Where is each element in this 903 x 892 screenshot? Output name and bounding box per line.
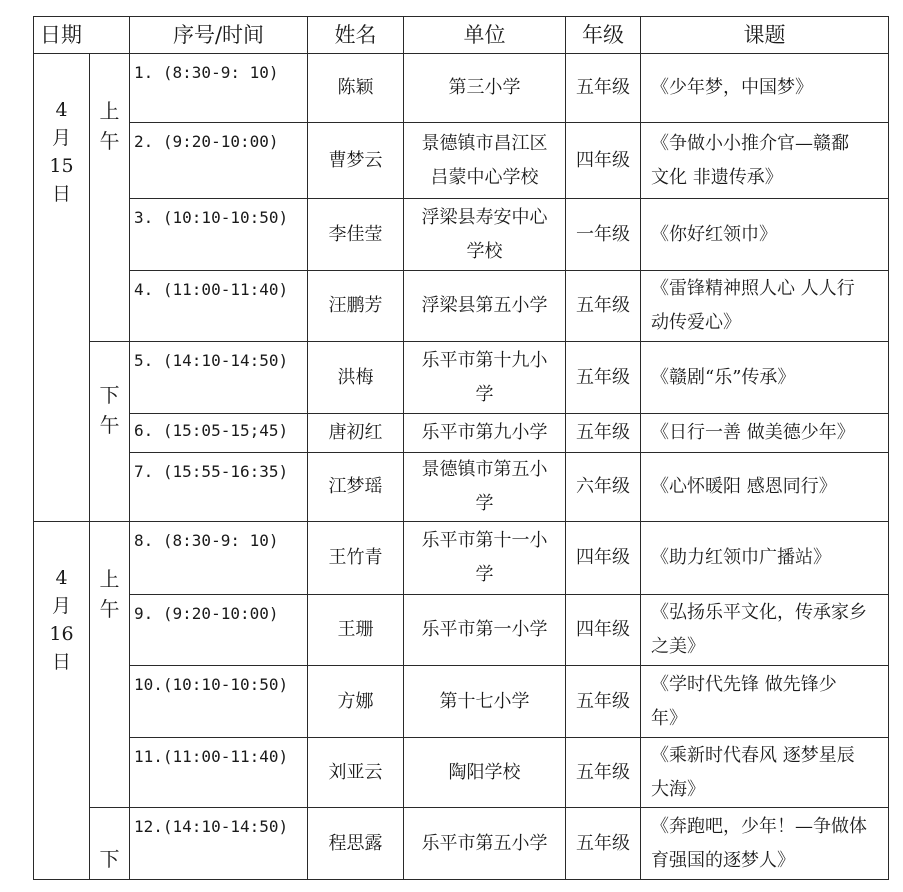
name-cell: 曹梦云 (308, 123, 404, 199)
unit-cell (404, 808, 566, 880)
time-cell: 5. (14:10-14:50) (130, 342, 308, 414)
unit-cell (404, 54, 566, 123)
time-cell: 4. (11:00-11:40) (130, 271, 308, 342)
table-row (34, 808, 889, 880)
table-row (34, 738, 889, 808)
name-cell: 方娜 (308, 666, 404, 738)
unit-line: 浮梁县寿安中心 (421, 206, 548, 228)
grade-cell: 一年级 (566, 199, 641, 271)
topic-cell (641, 453, 889, 522)
grade-cell: 五年级 (566, 666, 641, 738)
table-row (34, 666, 889, 738)
period-cell-pm (90, 808, 130, 880)
unit-line: 学 (475, 564, 494, 585)
table-row (34, 123, 889, 199)
unit-line: 第三小学 (448, 77, 521, 98)
period-cell-am (90, 522, 130, 808)
header-name: 姓名 (308, 17, 404, 54)
name-cell: 汪鹏芳 (308, 271, 404, 342)
topic-line: 《心怀暖阳 感恩同行》 (651, 476, 837, 497)
unit-line: 乐平市第五小学 (421, 832, 548, 854)
topic-cell (641, 522, 889, 595)
unit-cell (404, 453, 566, 522)
time-cell: 6. (15:05-15;45) (130, 414, 308, 453)
table-row (34, 54, 889, 123)
topic-line: 《争做小小推介官—赣鄱 (651, 132, 849, 154)
unit-line: 乐平市第一小学 (421, 619, 548, 640)
name-cell: 江梦瑶 (308, 453, 404, 522)
unit-line: 乐平市第十一小 (421, 530, 548, 551)
date-line: 月 (51, 595, 71, 617)
topic-line: 动传爱心》 (651, 312, 741, 333)
unit-cell (404, 414, 566, 453)
unit-line: 吕蒙中心学校 (430, 166, 539, 188)
unit-line: 学 (475, 383, 494, 405)
date-line: 月 (51, 127, 71, 149)
time-cell: 8. (8:30-9: 10) (130, 522, 308, 595)
time-cell: 11.(11:00-11:40) (130, 738, 308, 808)
unit-cell (404, 666, 566, 738)
unit-line: 乐平市第九小学 (421, 422, 548, 443)
header-topic: 课题 (641, 17, 889, 54)
grade-cell: 五年级 (566, 808, 641, 880)
grade-cell: 五年级 (566, 342, 641, 414)
header-date: 日期 (34, 17, 130, 54)
unit-cell (404, 123, 566, 199)
date-line: 日 (51, 183, 71, 205)
date-line: 日 (51, 651, 71, 673)
unit-line: 浮梁县第五小学 (421, 295, 548, 316)
time-cell: 9. (9:20-10:00) (130, 595, 308, 666)
topic-cell (641, 595, 889, 666)
topic-line: 《学时代先锋 做先锋少 (651, 673, 837, 695)
name-cell: 洪梅 (308, 342, 404, 414)
topic-cell (641, 54, 889, 123)
topic-line: 大海》 (651, 778, 705, 800)
date-cell-apr15 (34, 54, 90, 522)
topic-line: 《助力红领巾广播站》 (651, 547, 831, 568)
period-line: 午 (99, 413, 120, 437)
period-line: 午 (99, 597, 120, 621)
date-line: 4 (55, 567, 68, 589)
unit-line: 学 (475, 493, 494, 514)
unit-cell (404, 271, 566, 342)
period-line: 下 (99, 383, 120, 407)
topic-line: 《日行一善 做美德少年》 (651, 422, 855, 443)
header-grade: 年级 (566, 17, 641, 54)
topic-cell (641, 123, 889, 199)
grade-cell: 五年级 (566, 738, 641, 808)
unit-line: 学校 (466, 240, 503, 262)
name-cell: 唐初红 (308, 414, 404, 453)
time-cell: 10.(10:10-10:50) (130, 666, 308, 738)
time-cell: 12.(14:10-14:50) (130, 808, 308, 880)
grade-cell: 四年级 (566, 522, 641, 595)
period-line: 下 (99, 847, 120, 871)
topic-cell (641, 666, 889, 738)
unit-line: 陶阳学校 (448, 761, 521, 783)
grade-cell: 五年级 (566, 271, 641, 342)
grade-cell: 四年级 (566, 123, 641, 199)
table-row (34, 453, 889, 522)
unit-cell (404, 738, 566, 808)
unit-line: 第十七小学 (439, 690, 530, 712)
time-cell: 7. (15:55-16:35) (130, 453, 308, 522)
topic-line: 之美》 (651, 636, 705, 657)
grade-cell: 四年级 (566, 595, 641, 666)
topic-cell (641, 342, 889, 414)
unit-line: 景德镇市昌江区 (421, 132, 548, 154)
table-row (34, 595, 889, 666)
grade-cell: 六年级 (566, 453, 641, 522)
period-line: 上 (99, 99, 120, 123)
name-cell: 李佳莹 (308, 199, 404, 271)
topic-cell (641, 199, 889, 271)
topic-line: 《雷锋精神照人心 人人行 (651, 278, 855, 299)
header-row (34, 17, 889, 54)
time-cell: 1. (8:30-9: 10) (130, 54, 308, 123)
unit-cell (404, 522, 566, 595)
topic-line: 文化 非遗传承》 (651, 166, 783, 188)
period-line: 午 (99, 129, 120, 153)
time-cell: 3. (10:10-10:50) (130, 199, 308, 271)
header-order-time: 序号/时间 (130, 17, 308, 54)
name-cell: 王珊 (308, 595, 404, 666)
table-row (34, 271, 889, 342)
table-row (34, 199, 889, 271)
grade-cell: 五年级 (566, 414, 641, 453)
header-unit: 单位 (404, 17, 566, 54)
period-cell-pm (90, 342, 130, 522)
period-line: 上 (99, 567, 120, 591)
grade-cell: 五年级 (566, 54, 641, 123)
topic-line: 《赣剧“乐”传承》 (651, 366, 796, 388)
name-cell: 刘亚云 (308, 738, 404, 808)
unit-cell (404, 595, 566, 666)
topic-cell (641, 738, 889, 808)
time-cell: 2. (9:20-10:00) (130, 123, 308, 199)
topic-line: 《少年梦，中国梦》 (651, 77, 813, 98)
date-line: 16 (49, 623, 74, 645)
topic-line: 《奔跑吧，少年！—争做体 (651, 815, 867, 837)
date-line: 4 (55, 99, 68, 121)
date-cell-apr16 (34, 522, 90, 880)
unit-cell (404, 342, 566, 414)
table-row (34, 522, 889, 595)
name-cell: 王竹青 (308, 522, 404, 595)
unit-line: 景德镇市第五小 (421, 459, 548, 480)
topic-line: 育强国的逐梦人》 (651, 849, 795, 871)
schedule-table (33, 16, 889, 880)
topic-line: 《乘新时代春风 逐梦星辰 (651, 744, 855, 766)
topic-line: 《弘扬乐平文化，传承家乡 (651, 602, 867, 623)
unit-line: 乐平市第十九小 (421, 349, 548, 371)
name-cell: 陈颖 (308, 54, 404, 123)
table-row (34, 414, 889, 453)
topic-line: 年》 (651, 707, 687, 729)
topic-line: 《你好红领巾》 (651, 223, 777, 245)
topic-cell (641, 414, 889, 453)
unit-cell (404, 199, 566, 271)
name-cell: 程思露 (308, 808, 404, 880)
topic-cell (641, 271, 889, 342)
period-cell-am (90, 54, 130, 342)
date-line: 15 (49, 155, 74, 177)
topic-cell (641, 808, 889, 880)
table-row (34, 342, 889, 414)
